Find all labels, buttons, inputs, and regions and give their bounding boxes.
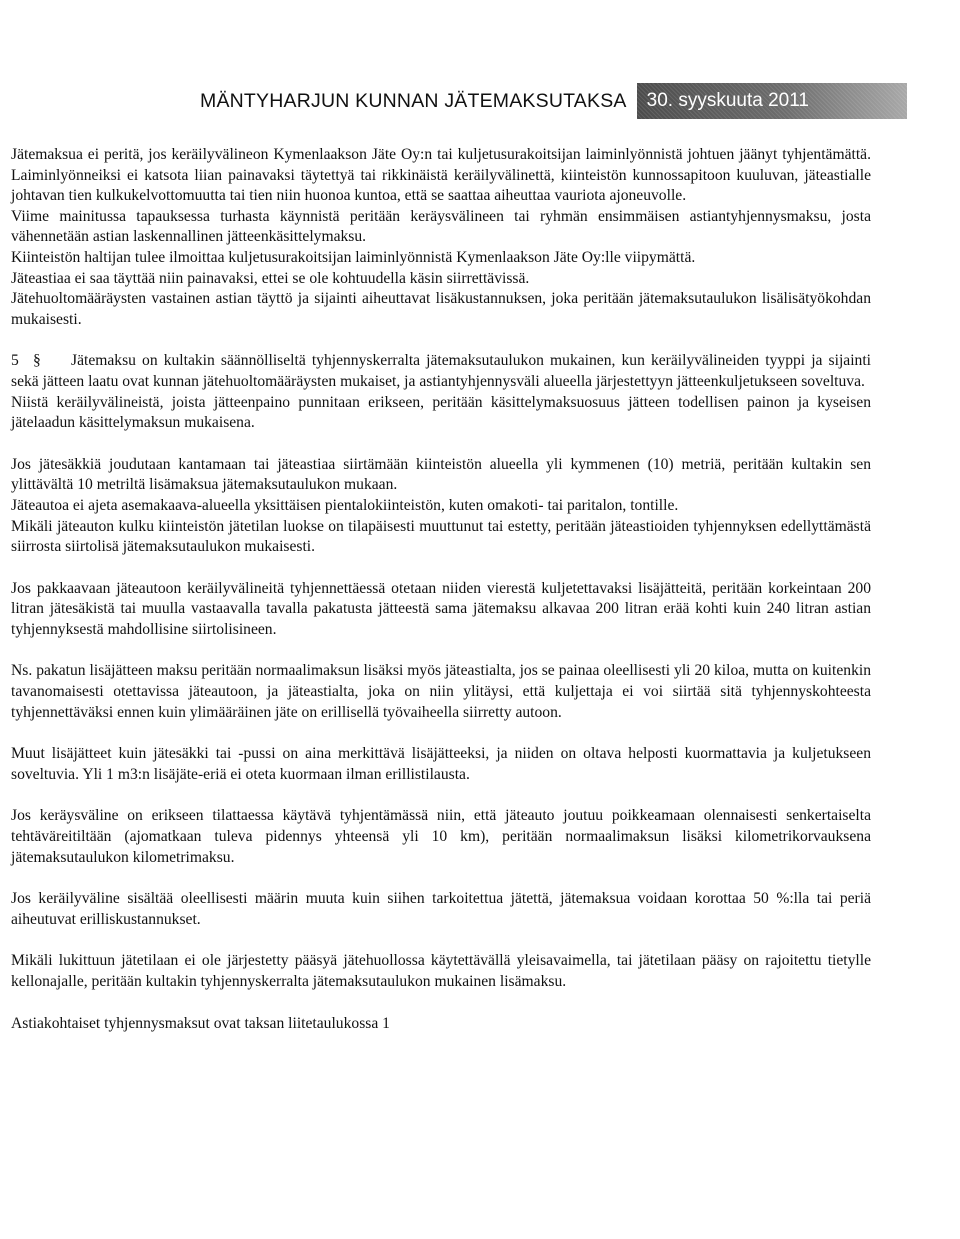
paragraph: Mikäli lukittuun jätetilaan ei ole järjestetty pääsyä jätehuollossa käytettävällä yleisavaimella, tai jätetilaan pääsy on rajoitettu tietylle kellonajalle, peritään kultakin tyhjennyskerralta jätemaksutaulukon mukainen lisämaksu. — [11, 952, 871, 990]
section-paragraph — [11, 351, 871, 392]
document-header — [200, 82, 907, 120]
paragraph: Ns. pakatun lisäjätteen maksu peritään normaalimaksun lisäksi myös jäteastialta, jos se painaa oleellisesti yli 20 kiloa, mutta on kuitenkin tavanomaisesti otettavissa jäteautoon, ja jäteastialta, joka on niin ylitäysi, että kuljettaja ei voi siirtää sitä tyhjennyskohteesta tyhjennettäväksi ennen kuin ylimääräinen jäte on erillisellä työvaiheella siirretty autoon. — [11, 662, 871, 721]
paragraph: Jätehuoltomääräysten vastainen astian täyttö ja sijainti aiheuttavat lisäkustannuksen, joka peritään jätemaksutaulukon lisälisätyökohdan mukaisesti. — [11, 290, 871, 328]
paragraph: Viime mainitussa tapauksessa turhasta käynnistä peritään keräysvälineen tai ryhmän ensimmäisen astiantyhjennysmaksu, josta vähennetään astian laskennallinen jätteenkäsittelymaksu. — [11, 207, 871, 246]
paragraph: Jäteautoa ei ajeta asemakaava-alueella yksittäisen pientalokiinteistön, kuten omakoti- tai paritalon, tontille. — [11, 496, 679, 514]
paragraph: Niistä keräilyvälineistä, joista jätteenpaino punnitaan erikseen, peritään käsittelymaksuosuus jätteen todellisen painon ja kyseisen jätelaadun käsittelymaksun mukaisena. — [11, 393, 871, 432]
paragraph: Jos jätesäkkiä joudutaan kantamaan tai jäteastiaa siirtämään kiinteistön alueella yli kymmenen (10) metriä, peritään kultakin sen ylittävältä 10 metriltä lisämaksua jätemaksutaulukon mukaan. — [11, 455, 871, 494]
section-number: 5 — [11, 352, 19, 370]
section-text: Jätemaksu on kultakin säännölliseltä tyhjennyskerralta jätemaksutaulukon mukainen, kun keräilyvälineiden tyyppi ja sijainti sekä jätteen laatu ovat kunnan jätehuoltomääräysten mukaiset, ja astiantyhjennysväli alueella järjestettyyn jätteenkuljetukseen soveltuva. — [11, 352, 871, 390]
paragraph: Muut lisäjätteet kuin jätesäkki tai -pussi on aina merkittävä lisäjätteeksi, ja niiden on oltava helposti kuormattavia ja kuljetukseen soveltuvia. Yli 1 m3:n lisäjäte-eriä ei oteta kuormaan ilman erillistilausta. — [11, 745, 871, 783]
paragraph: Astiakohtaiset tyhjennysmaksut ovat taksan liitetaulukossa 1 — [11, 1014, 390, 1032]
document-title: MÄNTYHARJUN KUNNAN JÄTEMAKSUTAKSA — [200, 89, 627, 112]
document-body — [11, 145, 871, 1034]
paragraph: Jos keräilyväline sisältää oleellisesti määrin muuta kuin siihen tarkoitettua jätettä, jätemaksua voidaan korottaa 50 %:lla tai periä aiheutuvat erilliskustannukset. — [11, 890, 871, 928]
paragraph: Jäteastiaa ei saa täyttää niin painavaksi, ettei se ole kohtuudella käsin siirrettävissä. — [11, 269, 530, 287]
paragraph: Mikäli jäteauton kulku kiinteistön jätetilan luokse on tilapäisesti muuttunut tai estetty, peritään jäteastioiden tyhjennyksen edellyttämästä siirrosta siirtolisä jätemaksutaulukon mukaisesti. — [11, 517, 871, 556]
paragraph: Jos pakkaavaan jäteautoon keräilyvälineitä tyhjennettäessä otetaan niiden vierestä kuljetettavaksi lisäjätteitä, peritään korkeintaan 200 litran jätesäkistä tai muulla vastaavalla tavalla pakatusta jätteestä sama jätemaksu alkavaa 200 litran erää kohti kuin 240 litran astian tyhjennyksestä mahdollisine siirtolisineen. — [11, 579, 871, 638]
paragraph: Kiinteistön haltijan tulee ilmoittaa kuljetusurakoitsijan laiminlyönnistä Kymenlaakson Jäte Oy:lle viipymättä. — [11, 248, 696, 266]
document-date: 30. syyskuuta 2011 — [637, 83, 907, 119]
paragraph: Jos keräysväline on erikseen tilattaessa käytävä tyhjentämässä niin, että jäteauto joutuu poikkeamaan olennaisesti senkertaiselta tehtäväreitiltään (ajomatkaan tuleva pidennys yhteensä yli 10 km), peritään normaalimaksun lisäksi kilometrikorvauksena jätemaksutaulukon kilometrimaksu. — [11, 807, 871, 866]
paragraph: Jätemaksua ei peritä, jos keräilyvälineon Kymenlaakson Jäte Oy:n tai kuljetusurakoitsijan laiminlyönnistä johtuen jäänyt tyhjentämättä. Laiminlyönneiksi ei katsota liian painavaksi täytettyä tai rikkinäistä keräilyvälinettä, kiinteistön kunnossapitoon kuuluvan, jäteastialle johtavan tien kulkukelvottomuutta tai tien niin huonoa kuntoa, että se saattaa aiheuttaa vauriota ajoneuvolle. — [11, 146, 871, 205]
section-symbol: § — [33, 352, 41, 370]
